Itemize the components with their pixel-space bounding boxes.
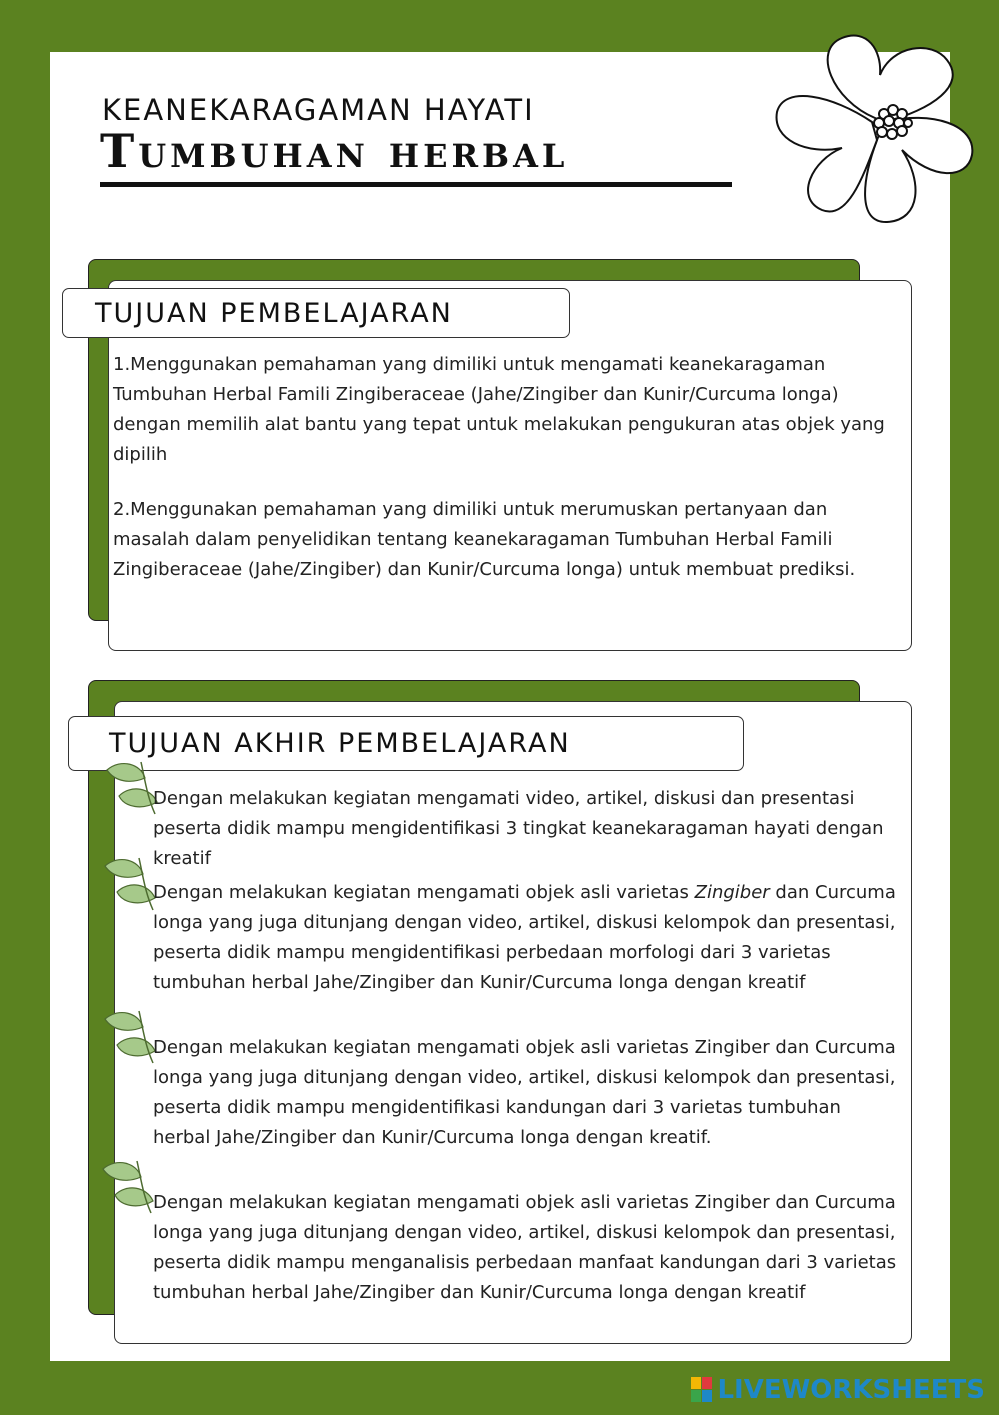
leaf-icon <box>99 1005 159 1067</box>
section1-item-1: 1.Menggunakan pemahaman yang dimiliki untuk mengamati keanekaragaman Tumbuhan Herbal Famili Zingiberaceae (Jahe/Zingiber dan Kunir/Curcuma longa) dengan memilih alat bantu yang tepat untuk melakukan pengukuran atas objek yang dipilih <box>113 354 885 465</box>
section2-item-2 <box>153 878 898 998</box>
section2-label-box <box>68 716 744 771</box>
flower-icon <box>772 30 977 225</box>
section2-heading: TUJUAN AKHIR PEMBELAJARAN <box>109 728 571 759</box>
page-title: Tumbuhan herbal <box>100 124 569 178</box>
leaf-icon <box>101 756 161 818</box>
leaf-icon <box>97 1155 157 1217</box>
section2-item-1: Dengan melakukan kegiatan mengamati video, artikel, diskusi dan presentasi peserta didik mampu mengidentifikasi 3 tingkat keanekaragaman hayati dengan kreatif <box>153 788 884 869</box>
brand-name: LIVEWORKSHEETS <box>717 1375 985 1405</box>
item-2-italic-term: Zingiber <box>694 882 770 903</box>
section1-item-2: 2.Menggunakan pemahaman yang dimiliki untuk merumuskan pertanyaan dan masalah dalam penyelidikan tentang keanekaragaman Tumbuhan Herbal Famili Zingiberaceae (Jahe/Zingiber) dan Kunir/Curcuma longa) untuk membuat prediksi. <box>113 499 856 580</box>
section1-label-box <box>62 288 570 338</box>
item-2-text-start: Dengan melakukan kegiatan mengamati objek asli varietas <box>153 882 695 903</box>
liveworksheets-brand <box>691 1375 985 1405</box>
section2-item-3: Dengan melakukan kegiatan mengamati objek asli varietas Zingiber dan Curcuma longa yang juga ditunjang dengan video, artikel, diskusi kelompok dan presentasi, peserta didik mampu mengidentifikasi kandungan dari 3 varietas tumbuhan herbal Jahe/Zingiber dan Kunir/Curcuma longa dengan kreatif. <box>153 1037 896 1148</box>
liveworksheets-logo-icon <box>691 1377 713 1403</box>
leaf-icon <box>99 852 159 914</box>
section2-item-4: Dengan melakukan kegiatan mengamati objek asli varietas Zingiber dan Curcuma longa yang juga ditunjang dengan video, artikel, diskusi kelompok dan presentasi, peserta didik mampu menganalisis perbedaan manfaat kandungan dari 3 varietas tumbuhan herbal Jahe/Zingiber dan Kunir/Curcuma longa dengan kreatif <box>153 1192 897 1303</box>
item-2-text-end: dan Curcuma longa yang juga ditunjang dengan video, artikel, diskusi kelompok dan presentasi, peserta didik mampu mengidentifikasi perbedaan morfologi dari 3 varietas tumbuhan herbal Jahe/Zingiber dan Kunir/Curcuma longa dengan kreatif <box>153 882 896 993</box>
title-underline <box>100 182 732 187</box>
section1-heading: TUJUAN PEMBELAJARAN <box>95 297 453 329</box>
page-subtitle: KEANEKARAGAMAN HAYATI <box>102 93 535 127</box>
